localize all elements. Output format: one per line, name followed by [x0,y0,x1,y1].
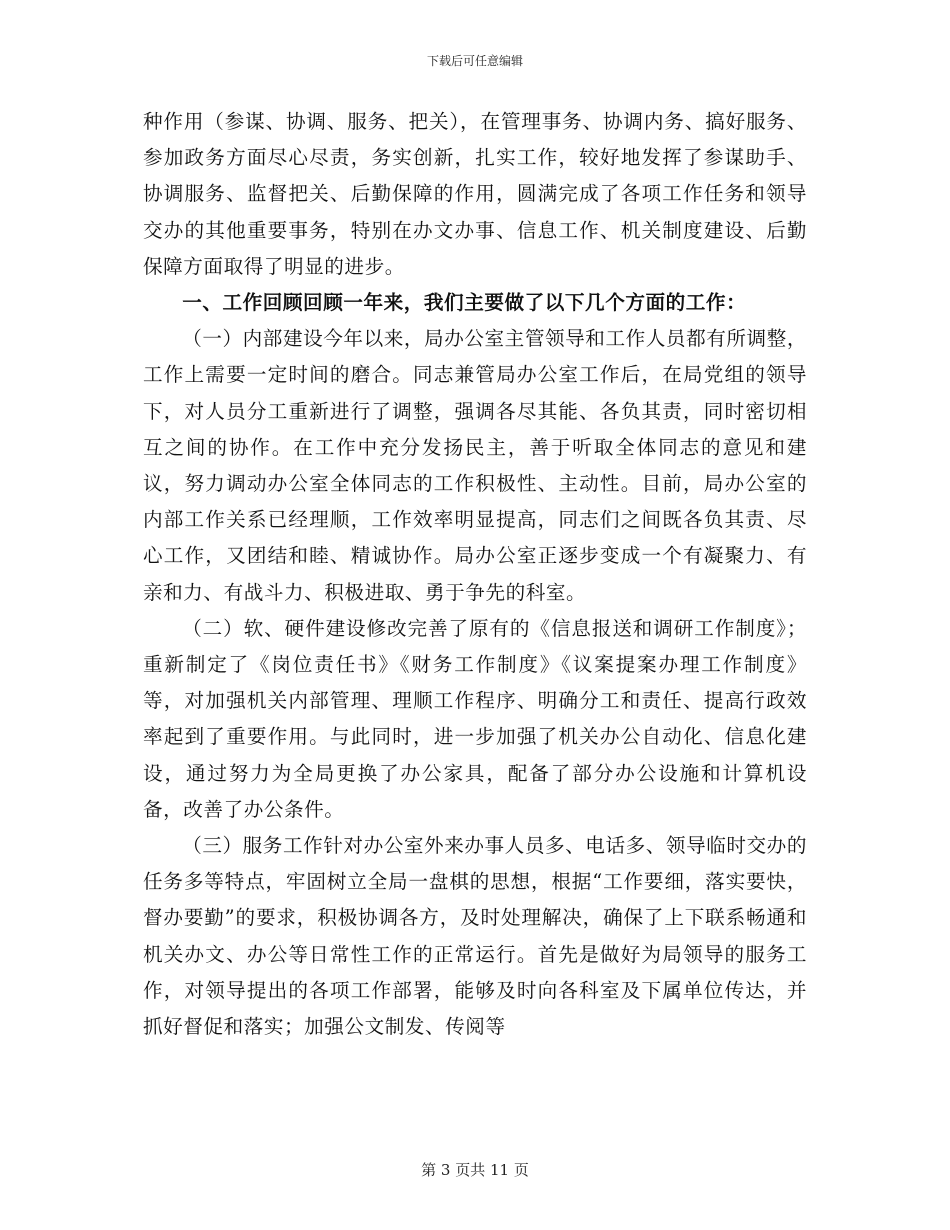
paragraph-continued: 种作用（参谋、协调、服务、把关），在管理事务、协调内务、搞好服务、参加政务方面尽心尽责，务实创新，扎实工作，较好地发挥了参谋助手、协调服务、监督把关、后勤保障的作用，圆满完成了各项工作任务和领导交办的其他重要事务，特别在办文办事、信息工作、机关制度建设、后勤保障方面取得了明显的进步。 [143,110,807,278]
page-footer-number: 第 3 页共 11 页 [421,1161,529,1179]
page-header-note: 下载后可任意编辑 [426,54,523,68]
section-heading: 一、工作回顾回顾一年来，我们主要做了以下几个方面的工作： [182,291,747,315]
document-body [143,104,807,1045]
paragraph-service-work: （三）服务工作针对办公室外来办事人员多、电话多、领导临时交办的任务多等特点，牢固树立全局一盘棋的思想，根据“工作要细，落实要快，督办要勤”的要求，积极协调各方，及时处理解决，确保了上下联系畅通和机关办文、办公等日常性工作的正常运行。首先是做好为局领导的服务工作，对领导提出的各项工作部署，能够及时向各科室及下属单位传达，并抓好督促和落实；加强公文制发、传阅等 [143,834,807,1039]
paragraph-internal-construction: （一）内部建设今年以来，局办公室主管领导和工作人员都有所调整，工作上需要一定时间的磨合。同志兼管局办公室工作后，在局党组的领导下，对人员分工重新进行了调整，强调各尽其能、各负其责，同时密切相互之间的协作。在工作中充分发扬民主，善于听取全体同志的意见和建议，努力调动办公室全体同志的工作积极性、主动性。目前，局办公室的内部工作关系已经理顺，工作效率明显提高，同志们之间既各负其责、尽心工作，又团结和睦、精诚协作。局办公室正逐步变成一个有凝聚力、有亲和力、有战斗力、积极进取、勇于争先的科室。 [143,327,807,604]
paragraph-software-hardware: （二）软、硬件建设修改完善了原有的《信息报送和调研工作制度》；重新制定了《岗位责任书》《财务工作制度》《议案提案办理工作制度》等，对加强机关内部管理、理顺工作程序、明确分工和责任、提高行政效率起到了重要作用。与此同时，进一步加强了机关办公自动化、信息化建设，通过努力为全局更换了办公家具，配备了部分办公设施和计算机设备，改善了办公条件。 [143,616,807,821]
